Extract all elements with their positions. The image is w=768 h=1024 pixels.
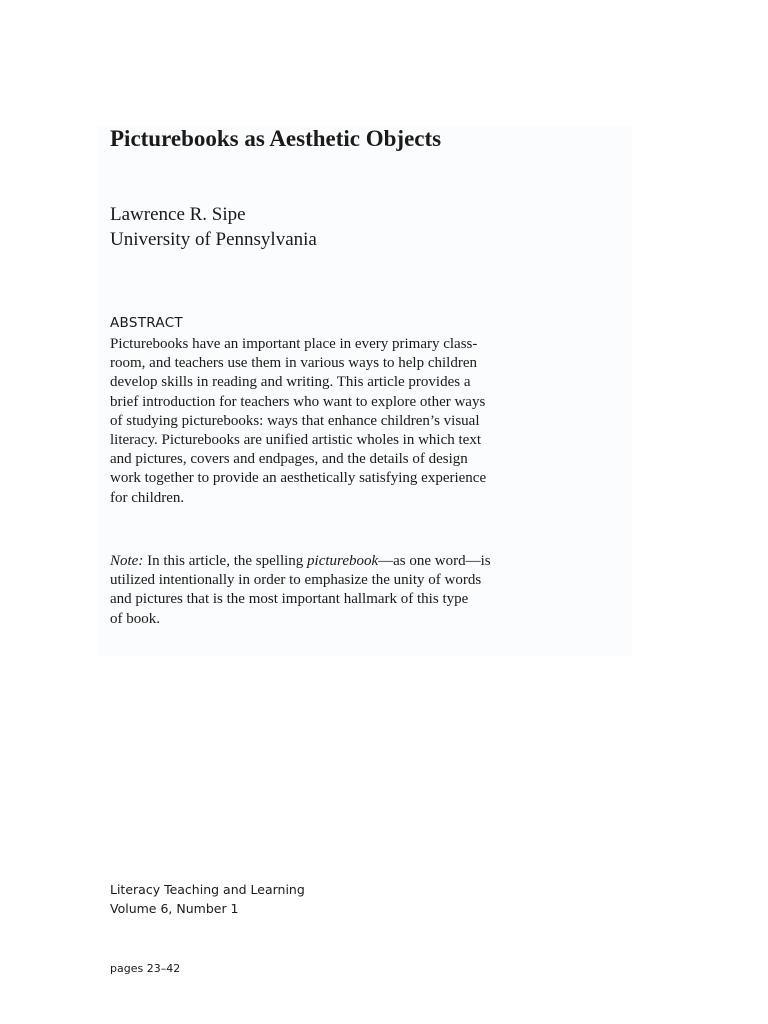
abstract-heading: ABSTRACT: [110, 315, 183, 331]
abstract-line: room, and teachers use them in various ways to help children: [110, 355, 477, 372]
note-line: utilized intentionally in order to emphasize the unity of words: [110, 572, 482, 589]
journal-name: Literacy Teaching and Learning: [110, 882, 305, 897]
note-line: and pictures that is the most important hallmark of this type: [110, 591, 469, 608]
note-text: In this article, the spelling: [143, 553, 308, 569]
note-text: —as one word—is: [378, 553, 491, 569]
abstract-line: and pictures, covers and endpages, and the details of design: [110, 451, 468, 468]
note-paragraph: [110, 552, 491, 629]
note-term: picturebook: [307, 553, 379, 569]
author-name: Lawrence R. Sipe: [110, 204, 246, 225]
abstract-line: of studying picturebooks: ways that enhance children’s visual: [110, 412, 480, 429]
author-affiliation: University of Pennsylvania: [110, 229, 317, 250]
abstract-line: develop skills in reading and writing. This article provides a: [110, 374, 471, 391]
journal-volume: Volume 6, Number 1: [110, 901, 239, 916]
article-title: Picturebooks as Aesthetic Objects: [110, 126, 442, 151]
abstract-line: work together to provide an aesthetically satisfying experience: [110, 470, 487, 487]
abstract-line: brief introduction for teachers who want to explore other ways: [110, 393, 486, 410]
note-line: [110, 552, 491, 571]
abstract-body: [110, 335, 486, 508]
abstract-line: Picturebooks have an important place in every primary class-: [110, 336, 478, 352]
page-range: pages 23–42: [110, 962, 181, 975]
abstract-line: for children.: [110, 489, 185, 506]
note-label: Note:: [110, 553, 144, 569]
abstract-line: literacy. Picturebooks are unified artistic wholes in which text: [110, 432, 482, 449]
note-line: of book.: [110, 610, 160, 627]
